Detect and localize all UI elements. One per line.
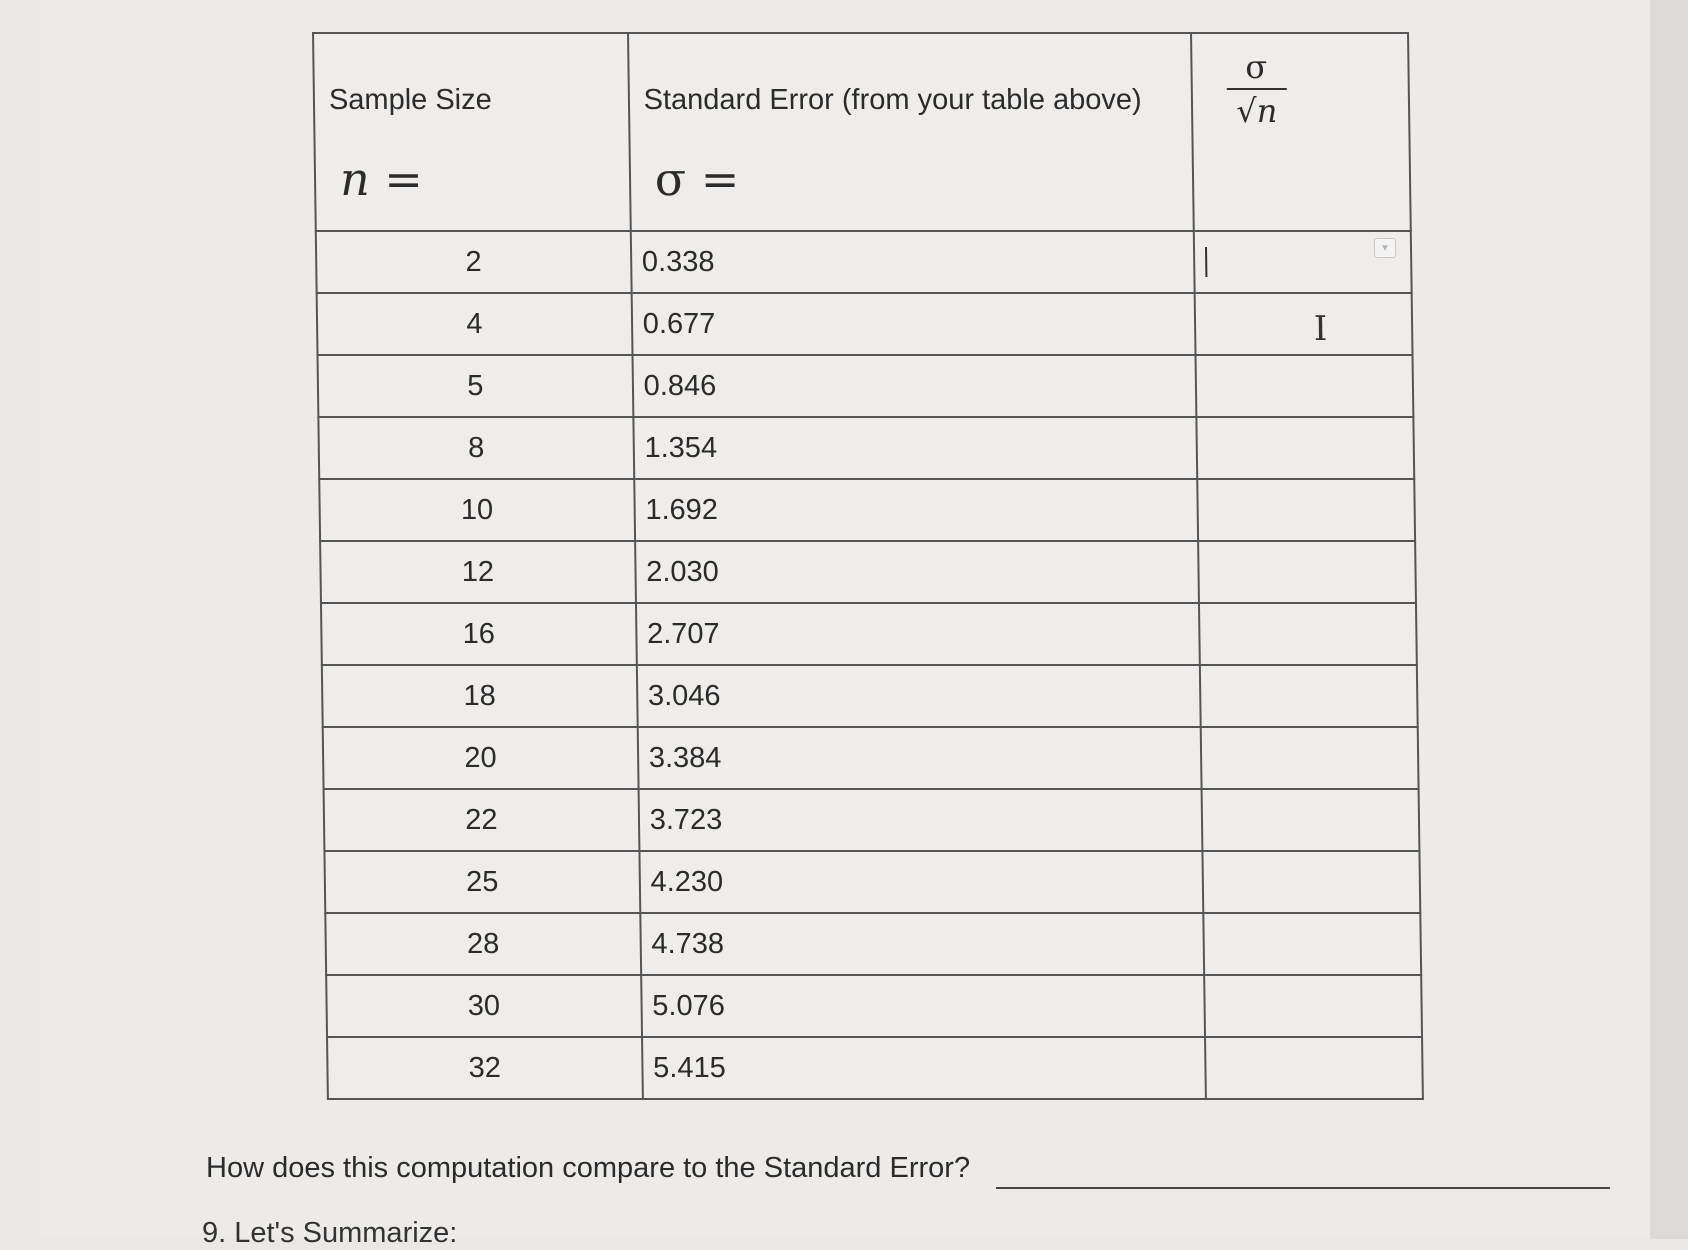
table-row xyxy=(318,417,1414,479)
standard-error-cell: 4.738 xyxy=(640,913,1204,975)
sample-size-cell: 30 xyxy=(326,975,642,1037)
sample-size-cell: 22 xyxy=(324,789,640,851)
sample-size-cell: 12 xyxy=(320,541,636,603)
standard-error-cell: 3.384 xyxy=(637,727,1201,789)
standard-error-cell: 3.046 xyxy=(637,665,1201,727)
computation-input-cell[interactable] xyxy=(1203,913,1421,975)
standard-error-cell: 1.692 xyxy=(634,479,1198,541)
computation-input-cell[interactable] xyxy=(1196,417,1414,479)
table-row xyxy=(324,789,1420,851)
sample-size-cell: 25 xyxy=(324,851,640,913)
page-edge xyxy=(1650,0,1688,1239)
sample-size-cell: 18 xyxy=(322,665,638,727)
table-row xyxy=(320,541,1416,603)
formula-denominator: √n xyxy=(1236,92,1278,130)
chevron-down-icon[interactable]: ▾ xyxy=(1374,238,1396,258)
table-header-row xyxy=(313,33,1411,231)
sample-size-label: Sample Size xyxy=(328,84,492,116)
text-caret xyxy=(1205,247,1207,277)
computation-header xyxy=(1191,33,1411,231)
computation-input-cell[interactable] xyxy=(1202,851,1420,913)
standard-error-cell: 3.723 xyxy=(638,789,1202,851)
comparison-question: How does this computation compare to the Standard Error? xyxy=(206,1152,971,1184)
standard-error-cell: 0.338 xyxy=(630,231,1194,293)
i-beam-cursor-icon: I xyxy=(1313,309,1328,349)
standard-error-label: Standard Error (from your table above) xyxy=(643,84,1142,116)
computation-input-cell[interactable] xyxy=(1194,231,1412,293)
computation-input-cell[interactable] xyxy=(1194,293,1412,355)
computation-input-cell[interactable] xyxy=(1197,479,1415,541)
standard-error-cell: 5.415 xyxy=(642,1037,1206,1099)
table-row xyxy=(319,479,1415,541)
standard-error-table xyxy=(312,32,1424,1100)
sample-size-cell: 20 xyxy=(323,727,639,789)
table-row xyxy=(318,355,1414,417)
sample-size-header xyxy=(313,33,630,231)
table-row xyxy=(326,975,1422,1037)
sample-size-cell: 16 xyxy=(321,603,637,665)
table-row xyxy=(323,727,1419,789)
computation-input-cell[interactable] xyxy=(1195,355,1413,417)
standard-error-cell: 2.030 xyxy=(635,541,1199,603)
computation-input-cell[interactable] xyxy=(1205,1037,1423,1099)
computation-input-cell[interactable] xyxy=(1201,789,1419,851)
computation-input-cell[interactable] xyxy=(1200,727,1418,789)
sample-size-cell: 10 xyxy=(319,479,635,541)
sample-size-cell: 32 xyxy=(327,1037,643,1099)
sample-size-cell: 8 xyxy=(318,417,634,479)
table-row xyxy=(324,851,1420,913)
table-row xyxy=(321,603,1417,665)
sample-size-cell: 5 xyxy=(318,355,634,417)
table-row xyxy=(327,1037,1423,1099)
formula-numerator: σ xyxy=(1226,48,1287,90)
computation-input-cell[interactable] xyxy=(1199,603,1417,665)
section-heading-summarize: 9. Let's Summarize: xyxy=(202,1217,458,1249)
standard-error-cell: 1.354 xyxy=(633,417,1197,479)
sample-size-cell: 28 xyxy=(325,913,641,975)
computation-input-cell[interactable] xyxy=(1198,541,1416,603)
n-symbol: n = xyxy=(339,152,424,206)
sigma-symbol: σ = xyxy=(654,152,740,206)
standard-error-cell: 0.677 xyxy=(631,293,1195,355)
comparison-answer-field[interactable] xyxy=(996,1187,1610,1189)
table-row xyxy=(317,293,1413,355)
table-row xyxy=(316,231,1412,293)
standard-error-cell: 4.230 xyxy=(639,851,1203,913)
standard-error-header xyxy=(628,33,1194,231)
sample-size-cell: 4 xyxy=(317,293,633,355)
computation-input-cell[interactable] xyxy=(1204,975,1422,1037)
table-row xyxy=(325,913,1421,975)
sample-size-cell: 2 xyxy=(316,231,632,293)
table-row xyxy=(322,665,1418,727)
sigma-over-root-n-formula xyxy=(1226,48,1287,130)
computation-input-cell[interactable] xyxy=(1200,665,1418,727)
standard-error-cell: 2.707 xyxy=(636,603,1200,665)
standard-error-cell: 5.076 xyxy=(641,975,1205,1037)
standard-error-cell: 0.846 xyxy=(632,355,1196,417)
